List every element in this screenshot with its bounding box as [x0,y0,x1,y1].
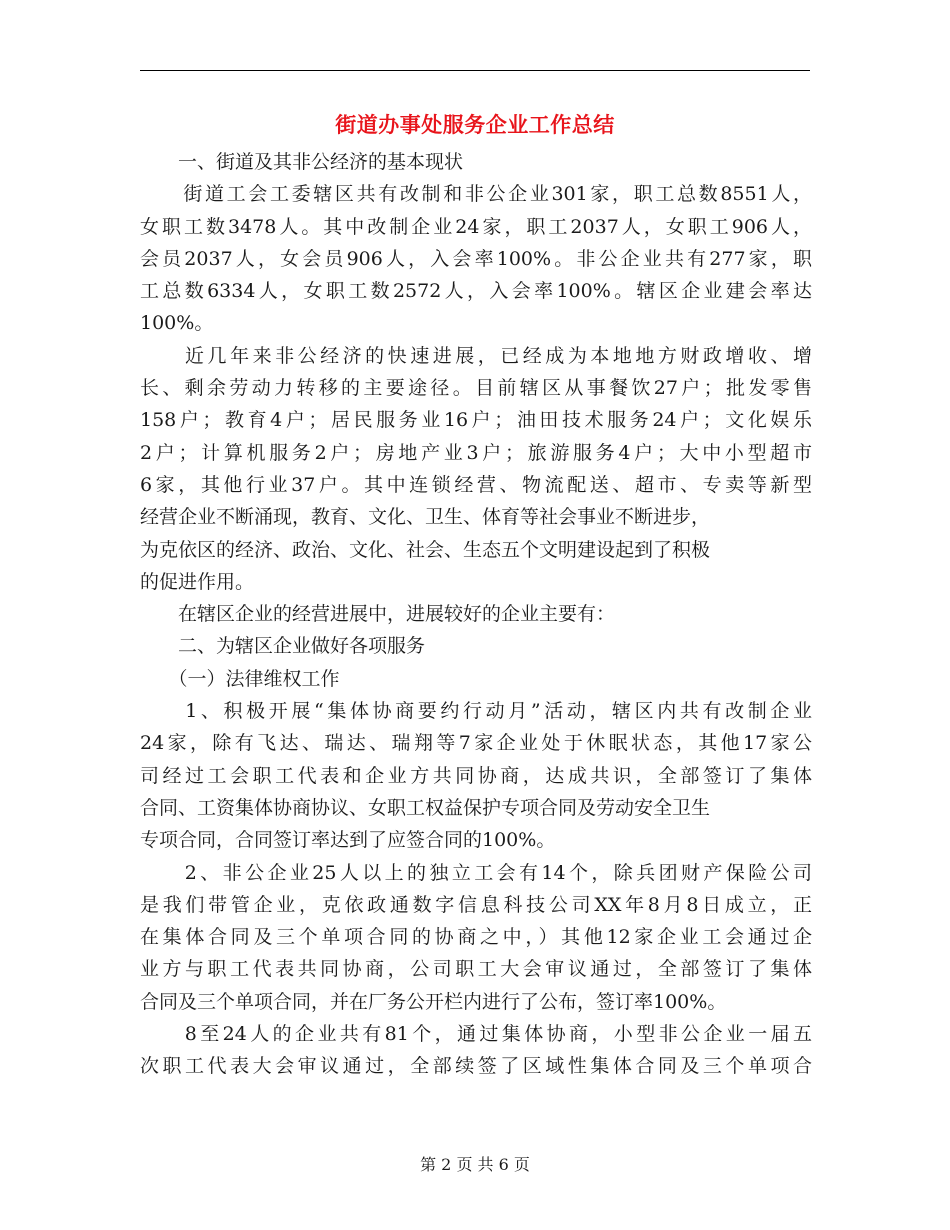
text-line: 次职工代表大会审议通过，全部续签了区域性集体合同及三个单项合 [140,1055,812,1078]
text-line: 是我们带管企业，克依政通数字信息科技公司XX年8月8日成立，正 [140,893,812,916]
text-line: 二、为辖区企业做好各项服务 [140,635,426,658]
text-line: 近几年来非公经济的快速进展，已经成为本地地方财政增收、增 [140,344,812,367]
text-line: 一、街道及其非公经济的基本现状 [140,151,464,173]
text-line: 2户；计算机服务2户；房地产业3户；旅游服务4户；大中小型超市 [140,441,812,464]
page-footer: 第 2 页 共 6 页 [420,1155,530,1174]
text-line: 女职工数3478人。其中改制企业24家，职工2037人，女职工906人， [140,215,812,238]
text-line: 2、非公企业25人以上的独立工会有14个，除兵团财产保险公司 [140,861,812,884]
text-line: 会员2037人，女会员906人，入会率100%。非公企业共有277家，职 [140,247,812,270]
text-line: 业方与职工代表共同协商，公司职工大会审议通过，全部签订了集体 [140,958,812,981]
text-line: 为克依区的经济、政治、文化、社会、生态五个文明建设起到了积极 [140,538,711,561]
text-line: 司经过工会职工代表和企业方共同协商，达成共识，全部签订了集体 [140,764,812,787]
text-line: 专项合同，合同签订率达到了应签合同的100%。 [140,829,556,852]
text-line: 6家，其他行业37户。其中连锁经营、物流配送、超市、专卖等新型 [140,473,812,496]
text-line: 100%。 [140,312,214,335]
text-line: （一）法律维权工作 [140,667,340,690]
text-line: 经营企业不断涌现，教育、文化、卫生、体育等社会事业不断进步， [140,506,711,529]
text-line: 在辖区企业的经营进展中，进展较好的企业主要有： [140,603,616,626]
text-line: 街道工会工委辖区共有改制和非公企业301家，职工总数8551人， [140,183,812,206]
text-line: 1、积极开展“集体协商要约行动月”活动，辖区内共有改制企业 [140,700,812,723]
text-line: 8至24人的企业共有81个，通过集体协商，小型非公企业一届五 [140,1023,812,1046]
text-line: 工总数6334人，女职工数2572人，入会率100%。辖区企业建会率达 [140,280,812,303]
header-rule [140,70,810,71]
text-line: 合同、工资集体协商协议、女职工权益保护专项合同及劳动安全卫生 [140,796,711,819]
text-line: 24家，除有飞达、瑞达、瑞翔等7家企业处于休眠状态，其他17家公 [140,732,812,755]
document-body [140,146,812,1083]
text-line: 158户；教育4户；居民服务业16户；油田技术服务24户；文化娱乐 [140,409,812,432]
document-title: 街道办事处服务企业工作总结 [335,112,615,137]
text-line: 合同及三个单项合同，并在厂务公开栏内进行了公布，签订率100%。 [140,990,727,1013]
text-line: 的促进作用。 [140,570,255,593]
text-line: 在集体合同及三个单项合同的协商之中，）其他12家企业工会通过企 [140,926,812,949]
text-line: 长、剩余劳动力转移的主要途径。目前辖区从事餐饮27户；批发零售 [140,377,812,400]
